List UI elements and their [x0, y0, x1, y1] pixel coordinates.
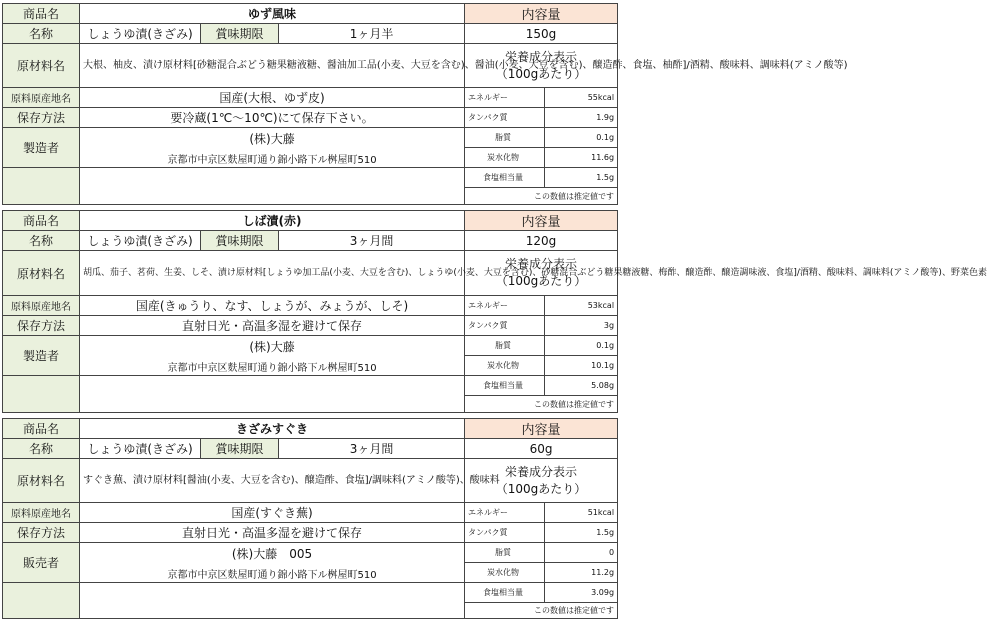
maker-header: 製造者	[3, 336, 80, 376]
energy-value: 51kcal	[545, 503, 618, 523]
origin-header: 原料原産地名	[3, 503, 80, 523]
blank-cell	[3, 168, 80, 205]
estimate-note: この数値は推定値です	[465, 603, 618, 619]
name-header: 名称	[3, 231, 80, 251]
ingredients-header: 原材料名	[3, 44, 80, 88]
estimate-note: この数値は推定値です	[465, 396, 618, 413]
fat-label: 脂質	[465, 336, 545, 356]
maker-header: 製造者	[3, 128, 80, 168]
blank-cell	[3, 583, 80, 619]
blank-area	[80, 376, 465, 413]
salt-label: 食塩相当量	[465, 583, 545, 603]
fat-value: 0	[545, 543, 618, 563]
product-label-shibazuke	[2, 210, 987, 413]
content-header: 内容量	[465, 419, 618, 439]
maker-block	[80, 128, 465, 168]
content-value: 150g	[465, 24, 618, 44]
nutrition-title: 栄養成分表示	[505, 464, 578, 479]
content-value: 60g	[465, 439, 618, 459]
carbs-label: 炭水化物	[465, 356, 545, 376]
carbs-value: 11.6g	[545, 148, 618, 168]
nutrition-per: （100gあたり）	[495, 481, 587, 496]
carbs-label: 炭水化物	[465, 148, 545, 168]
origin-value: 国産(すぐき蕪)	[80, 503, 465, 523]
name-value: しょうゆ漬(きざみ)	[80, 231, 201, 251]
product-label-suguki	[2, 418, 617, 619]
name-value: しょうゆ漬(きざみ)	[80, 24, 201, 44]
nutrition-title: 栄養成分表示	[505, 257, 578, 271]
product-header: 商品名	[3, 4, 80, 24]
content-value: 120g	[465, 231, 618, 251]
protein-value: 3g	[545, 316, 618, 336]
product-name: しば漬(赤)	[80, 211, 465, 231]
best-before-value: 1ヶ月半	[279, 24, 465, 44]
fat-label: 脂質	[465, 128, 545, 148]
energy-label: エネルギー	[465, 296, 545, 316]
label-table	[2, 418, 618, 619]
salt-value: 3.09g	[545, 583, 618, 603]
energy-label: エネルギー	[465, 503, 545, 523]
storage-value: 直射日光・高温多湿を避けて保存	[80, 316, 465, 336]
name-header: 名称	[3, 24, 80, 44]
origin-header: 原料原産地名	[3, 88, 80, 108]
energy-value: 53kcal	[545, 296, 618, 316]
seller-header: 販売者	[3, 543, 80, 583]
blank-area	[80, 168, 465, 205]
seller-name: (株)大藤 005	[231, 546, 313, 561]
nutrition-per: （100gあたり）	[495, 66, 587, 81]
label-table	[2, 3, 848, 205]
best-before-header: 賞味期限	[201, 439, 279, 459]
protein-value: 1.5g	[545, 523, 618, 543]
maker-name: (株)大藤	[249, 131, 295, 146]
salt-label: 食塩相当量	[465, 376, 545, 396]
name-header: 名称	[3, 439, 80, 459]
product-label-yuzu	[2, 3, 848, 205]
content-header: 内容量	[465, 211, 618, 231]
energy-label: エネルギー	[465, 88, 545, 108]
carbs-value: 10.1g	[545, 356, 618, 376]
protein-label: タンパク質	[465, 316, 545, 336]
storage-value: 要冷蔵(1℃～10℃)にて保存下さい。	[80, 108, 465, 128]
ingredients-value: 胡瓜、茄子、茗荷、生姜、しそ、漬け原材料[しょうゆ加工品(小麦、大豆を含む)、しょうゆ(小麦、大豆を含む)、砂糖混合ぶどう糖果糖液糖、梅酢、醸造酢、醸造調味液、食塩]/酒精、酸味料、調味料(アミノ酸等)、野菜色素	[80, 251, 465, 296]
ingredients-header: 原材料名	[3, 251, 80, 296]
product-header: 商品名	[3, 211, 80, 231]
salt-value: 1.5g	[545, 168, 618, 188]
maker-block	[80, 336, 465, 376]
salt-value: 5.08g	[545, 376, 618, 396]
product-name: ゆず風味	[80, 4, 465, 24]
ingredients-value: すぐき蕪、漬け原材料[醤油(小麦、大豆を含む)、醸造酢、食塩]/調味料(アミノ酸等)、酸味料	[80, 459, 465, 503]
name-value: しょうゆ漬(きざみ)	[80, 439, 201, 459]
fat-value: 0.1g	[545, 128, 618, 148]
fat-label: 脂質	[465, 543, 545, 563]
seller-block	[80, 543, 465, 583]
storage-value: 直射日光・高温多湿を避けて保存	[80, 523, 465, 543]
ingredients-header: 原材料名	[3, 459, 80, 503]
maker-address: 京都市中京区麩屋町通り錦小路下ル桝屋町510	[167, 362, 377, 374]
content-header: 内容量	[465, 4, 618, 24]
ingredients-value: 大根、柚皮、漬け原材料[砂糖混合ぶどう糖果糖液糖、醤油加工品(小麦、大豆を含む)、醤油(小麦、大豆を含む)、醸造酢、食塩、柚酢]/酒精、酸味料、調味料(アミノ酸等)	[80, 44, 465, 88]
best-before-header: 賞味期限	[201, 231, 279, 251]
blank-area	[80, 583, 465, 619]
estimate-note: この数値は推定値です	[465, 188, 618, 205]
product-header: 商品名	[3, 419, 80, 439]
maker-address: 京都市中京区麩屋町通り錦小路下ル桝屋町510	[167, 154, 377, 166]
best-before-value: 3ヶ月間	[279, 439, 465, 459]
storage-header: 保存方法	[3, 316, 80, 336]
nutrition-per: （100gあたり）	[495, 274, 587, 288]
best-before-value: 3ヶ月間	[279, 231, 465, 251]
seller-address: 京都市中京区麩屋町通り錦小路下ル桝屋町510	[167, 569, 377, 581]
energy-value: 55kcal	[545, 88, 618, 108]
fat-value: 0.1g	[545, 336, 618, 356]
protein-value: 1.9g	[545, 108, 618, 128]
label-table	[2, 210, 987, 413]
storage-header: 保存方法	[3, 523, 80, 543]
carbs-label: 炭水化物	[465, 563, 545, 583]
blank-cell	[3, 376, 80, 413]
protein-label: タンパク質	[465, 523, 545, 543]
carbs-value: 11.2g	[545, 563, 618, 583]
origin-value: 国産(大根、ゆず皮)	[80, 88, 465, 108]
best-before-header: 賞味期限	[201, 24, 279, 44]
protein-label: タンパク質	[465, 108, 545, 128]
salt-label: 食塩相当量	[465, 168, 545, 188]
origin-value: 国産(きゅうり、なす、しょうが、みょうが、しそ)	[80, 296, 465, 316]
storage-header: 保存方法	[3, 108, 80, 128]
product-name: きざみすぐき	[80, 419, 465, 439]
maker-name: (株)大藤	[249, 339, 295, 354]
origin-header: 原料原産地名	[3, 296, 80, 316]
nutrition-title: 栄養成分表示	[505, 49, 578, 64]
